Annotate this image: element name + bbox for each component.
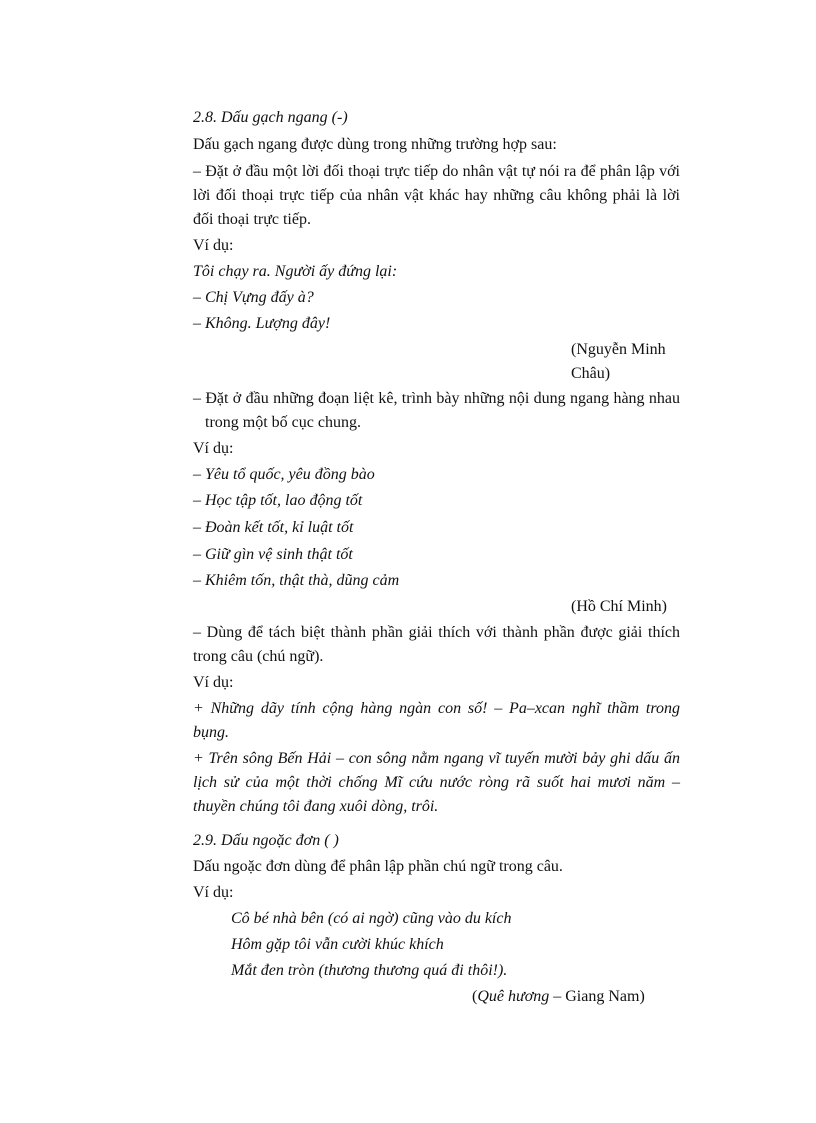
example1-line: – Chị Vựng đấy à?: [193, 289, 314, 306]
example2-line: – Học tập tốt, lao động tốt: [193, 492, 363, 509]
section-2-8-intro: Dấu gạch ngang được dùng trong những trường hợp sau:: [193, 136, 557, 153]
section-2-9-intro: Dấu ngoặc đơn dùng để phân lập phần chú ngữ trong câu.: [193, 858, 563, 875]
use2-line1: – Đặt ở đầu những đoạn liệt kê, trình bày những nội dung ngang hàng nhau: [193, 390, 680, 407]
use3-line2: trong câu (chú ngữ).: [193, 648, 324, 665]
poem-attribution-title: Quê hương: [477, 988, 550, 1005]
use1-line2: lời đối thoại trực tiếp của nhân vật khác hay những câu không phải là lời: [193, 187, 680, 204]
use1-line1: – Đặt ở đầu một lời đối thoại trực tiếp do nhân vật tự nói ra để phân lập với: [193, 163, 680, 180]
example1-label: Ví dụ:: [193, 237, 234, 254]
example2-line: – Yêu tổ quốc, yêu đồng bào: [193, 466, 375, 483]
poem-attribution-open: (: [472, 988, 478, 1005]
example3-item2-line1: + Trên sông Bến Hải – con sông nằm ngang vĩ tuyến mười bảy ghi dấu ấn: [193, 750, 680, 767]
example3-label: Ví dụ:: [193, 674, 234, 691]
example1-line: Tôi chạy ra. Người ấy đứng lại:: [193, 263, 398, 280]
example2-label: Ví dụ:: [193, 440, 234, 457]
poem-attribution-author: – Giang Nam): [549, 988, 645, 1005]
poem-attribution: [472, 987, 645, 1007]
use1-line3: đối thoại trực tiếp.: [193, 211, 311, 228]
example3-item2-line2: lịch sử của một thời chống Mĩ cứu nước ròng rã suốt hai mươi năm –: [193, 774, 680, 791]
example1-attribution: Châu): [571, 365, 611, 382]
example2-attribution: (Hồ Chí Minh): [571, 598, 667, 615]
poem-line: Mắt đen tròn (thương thương quá đi thôi!).: [231, 962, 508, 979]
section-2-9-example-label: Ví dụ:: [193, 884, 234, 901]
example3-item1-line2: bụng.: [193, 724, 229, 741]
example2-line: – Đoàn kết tốt, kỉ luật tốt: [193, 519, 354, 536]
example3-item2-line3: thuyền chúng tôi đang xuôi dòng, trôi.: [193, 798, 439, 815]
example3-item1-line1: + Những dãy tính cộng hàng ngàn con số! – Pa–xcan nghĩ thầm trong: [193, 700, 680, 717]
example1-attribution: (Nguyễn Minh: [571, 341, 666, 358]
section-2-8-heading: 2.8. Dấu gạch ngang (-): [193, 109, 348, 126]
example2-line: – Khiêm tốn, thật thà, dũng cảm: [193, 572, 400, 589]
example2-line: – Giữ gìn vệ sinh thật tốt: [193, 546, 353, 563]
poem-line: Hôm gặp tôi vẫn cười khúc khích: [231, 936, 444, 953]
use2-line2: trong một bố cục chung.: [205, 414, 361, 431]
use3-line1: – Dùng để tách biệt thành phần giải thích với thành phần được giải thích: [193, 624, 680, 641]
poem-line: Cô bé nhà bên (có ai ngờ) cũng vào du kích: [231, 910, 512, 927]
example1-line: – Không. Lượng đây!: [193, 315, 331, 332]
section-2-9-heading: 2.9. Dấu ngoặc đơn ( ): [193, 832, 339, 849]
